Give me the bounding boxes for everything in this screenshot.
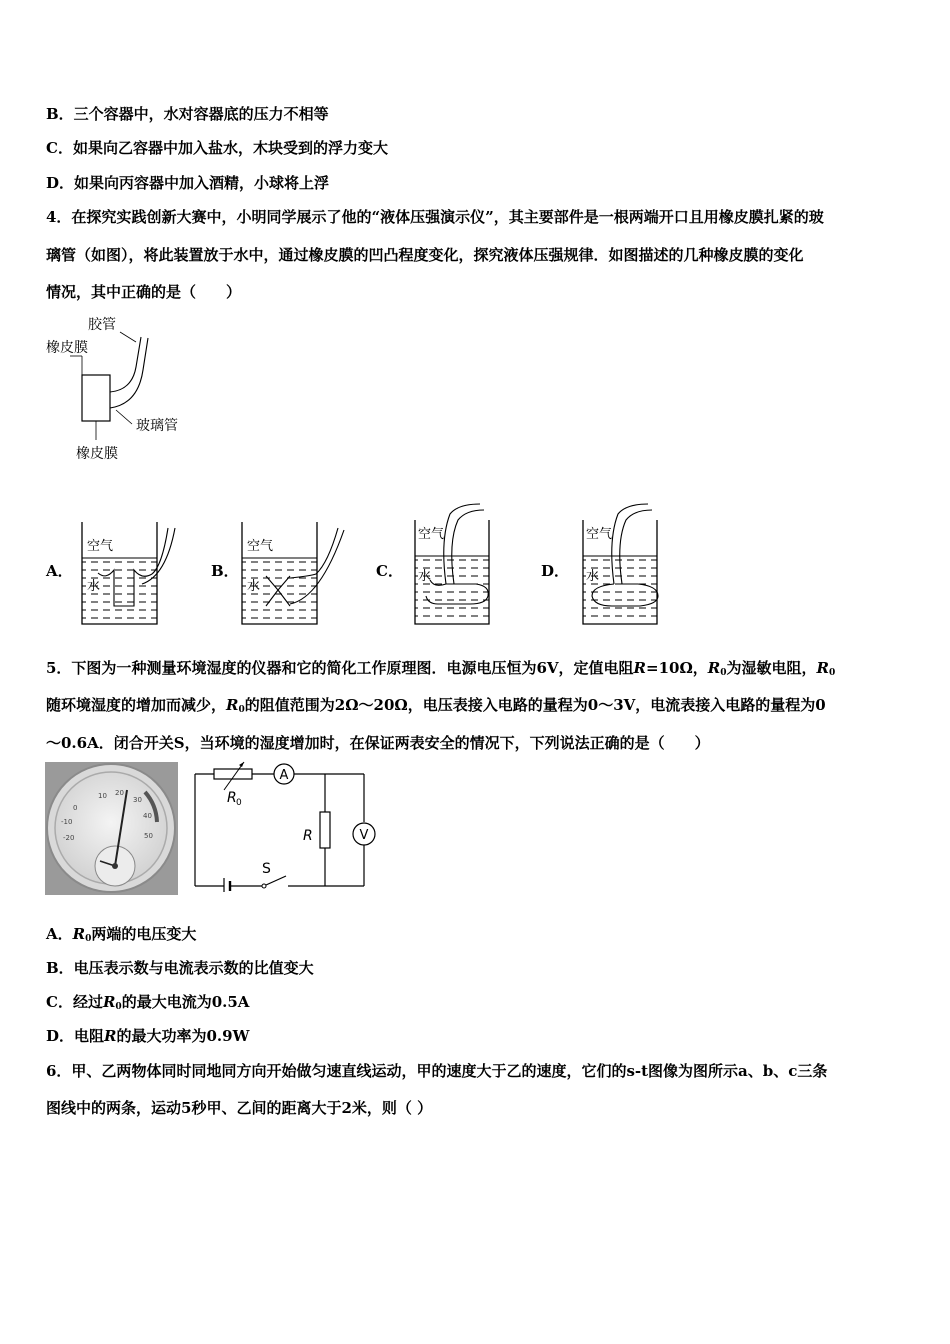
membrane-top-label: 橡皮膜 xyxy=(46,340,88,356)
q4-option-c-figure xyxy=(410,500,525,630)
q6-text-line1: 6．甲、乙两物体同时同地同方向开始做匀速直线运动，甲的速度大于乙的速度，它们的s-t图像为图所示a、b、c三条 xyxy=(46,1062,828,1080)
switch-s xyxy=(266,876,286,885)
membrane-bottom-label: 橡皮膜 xyxy=(76,446,118,462)
svg-text:10: 10 xyxy=(98,792,107,800)
q4-apparatus-figure xyxy=(40,312,200,467)
resistor-r xyxy=(320,812,330,848)
q4-option-b-label: B． xyxy=(211,562,239,580)
svg-text:S: S xyxy=(262,861,271,877)
svg-text:空气: 空气 xyxy=(247,539,274,554)
hose-left xyxy=(110,337,141,392)
q3-option-d: D．如果向丙容器中加入酒精，小球将上浮 xyxy=(46,174,330,192)
svg-text:50: 50 xyxy=(144,832,153,840)
q4-option-a-label: A． xyxy=(46,562,73,580)
svg-text:30: 30 xyxy=(133,796,142,804)
q5-text-line1: 5．下图为一种测量环境湿度的仪器和它的简化工作原理图．电源电压恒为6V，定值电阻R=10Ω，$R_0$为湿敏电阻，$R_0$ xyxy=(46,659,836,678)
q3-option-c: C．如果向乙容器中加入盐水，木块受到的浮力变大 xyxy=(46,139,388,157)
svg-text:0: 0 xyxy=(236,798,242,808)
q3-option-b: B．三个容器中，水对容器底的压力不相等 xyxy=(46,105,329,123)
q4-text-line2: 璃管（如图），将此装置放于水中，通过橡皮膜的凹凸程度变化，探究液体压强规律．如图描述的几种橡皮膜的变化 xyxy=(46,246,804,264)
hose-label: 胶管 xyxy=(88,317,116,333)
svg-text:R: R xyxy=(303,828,313,844)
hygrometer-photo xyxy=(45,762,178,895)
svg-text:水: 水 xyxy=(586,569,600,584)
svg-text:水: 水 xyxy=(87,579,101,594)
q5-text-line2: 随环境湿度的增加而减少，$R_0$的阻值范围为2Ω～20Ω，电压表接入电路的量程为0～3V，电流表接入电路的量程为0 xyxy=(46,696,826,715)
svg-text:空气: 空气 xyxy=(418,527,445,542)
svg-text:空气: 空气 xyxy=(586,527,613,542)
glass-tube-label: 玻璃管 xyxy=(136,418,178,434)
q4-text-line3: 情况，其中正确的是（ ） xyxy=(46,283,242,301)
q5-option-d: D．电阻R的最大功率为0.9W xyxy=(46,1027,250,1045)
svg-text:V: V xyxy=(359,828,369,843)
svg-text:空气: 空气 xyxy=(87,539,114,554)
q5-text-line3: ～0.6A．闭合开关S，当环境的湿度增加时，在保证两表安全的情况下，下列说法正确的是（ ） xyxy=(46,734,710,752)
glass-tube-body xyxy=(82,375,110,421)
q4-option-d-label: D． xyxy=(541,562,570,580)
svg-text:R: R xyxy=(227,790,237,806)
hose-right xyxy=(110,338,148,408)
svg-text:-10: -10 xyxy=(61,818,73,826)
svg-text:水: 水 xyxy=(418,569,432,584)
q4-option-d-figure xyxy=(578,500,693,630)
q5-option-c: C．经过$R_0$的最大电流为0.5A xyxy=(46,993,250,1012)
q4-text-line1: 4．在探究实践创新大赛中，小明同学展示了他的“液体压强演示仪”，其主要部件是一根两端开口且用橡皮膜扎紧的玻 xyxy=(46,208,824,226)
svg-text:40: 40 xyxy=(143,812,152,820)
q5-option-a: A．$R_0$两端的电压变大 xyxy=(46,925,197,944)
svg-text:水: 水 xyxy=(247,579,261,594)
q5-option-b: B．电压表示数与电流表示数的比值变大 xyxy=(46,959,314,977)
q4-option-a-figure xyxy=(78,518,193,630)
q5-circuit-diagram xyxy=(190,760,380,892)
q4-option-c-label: C． xyxy=(376,562,403,580)
svg-text:0: 0 xyxy=(73,804,78,812)
q6-text-line2: 图线中的两条，运动5秒甲、乙间的距离大于2米，则（ ） xyxy=(46,1099,433,1117)
svg-text:-20: -20 xyxy=(63,834,75,842)
q4-option-b-figure xyxy=(238,518,353,630)
svg-text:20: 20 xyxy=(115,789,124,797)
svg-text:A: A xyxy=(279,768,289,783)
